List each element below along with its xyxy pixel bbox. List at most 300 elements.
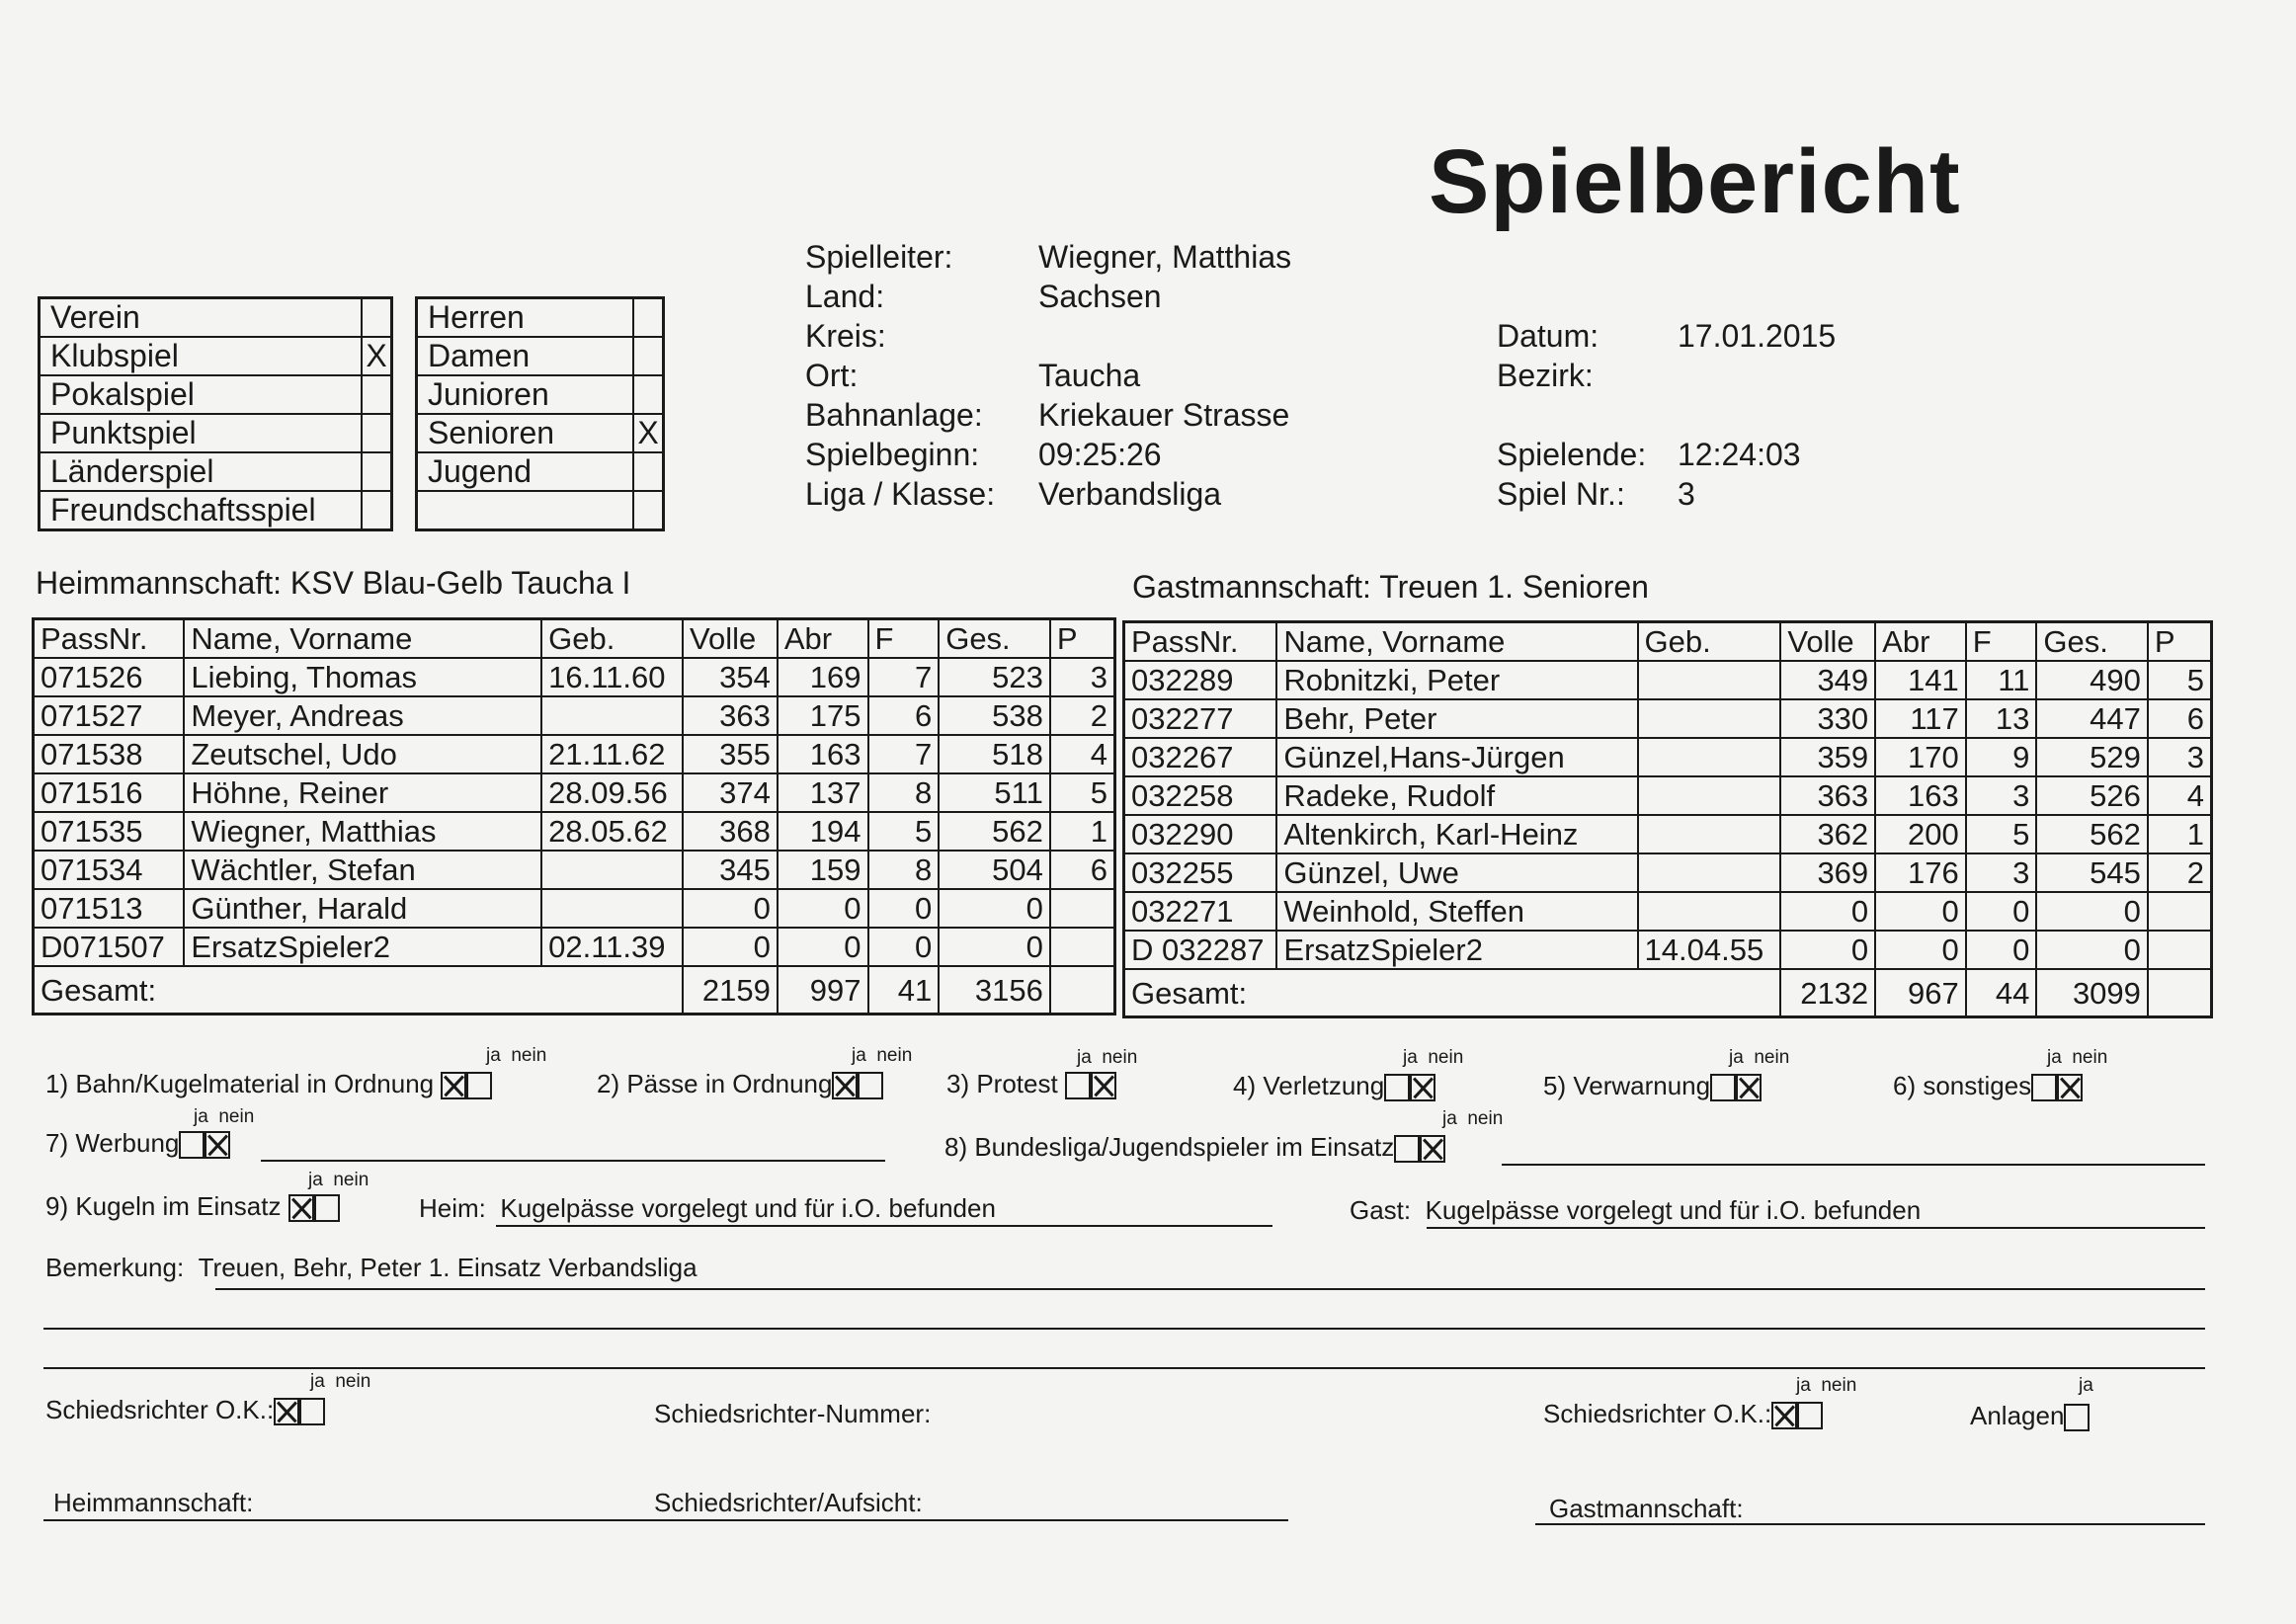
check-ja-box[interactable]: [1771, 1402, 1797, 1429]
ja-label: ja: [1442, 1108, 1457, 1129]
total-cell: [2148, 969, 2212, 1017]
table-cell: 0: [868, 928, 940, 966]
info-row: [1497, 474, 1801, 514]
table-cell: [541, 889, 683, 928]
table-cell: 032271: [1124, 892, 1277, 931]
check-ja-box[interactable]: [288, 1194, 314, 1222]
table-cell: 3: [2148, 738, 2212, 776]
table-cell: 369: [1780, 853, 1875, 892]
table-cell: 0: [1780, 931, 1875, 969]
spielnr-value: 3: [1678, 476, 1695, 512]
column-header: Ges.: [2036, 622, 2148, 662]
table-row: [34, 812, 1115, 851]
heim-kugel-line: [496, 1225, 1272, 1227]
datum-value: 17.01.2015: [1678, 318, 1837, 354]
signature-line: [43, 1519, 1288, 1521]
table-cell: 176: [1875, 853, 1966, 892]
sig-heim-label: Heimmannschaft:: [53, 1488, 254, 1517]
sr-ok-guest: [1543, 1399, 1823, 1429]
home-team-label: Heimmannschaft:: [36, 565, 282, 601]
table-cell: 032267: [1124, 738, 1277, 776]
check-nein-box[interactable]: [1410, 1074, 1435, 1101]
column-header: Volle: [683, 619, 778, 659]
table-cell: 0: [683, 928, 778, 966]
table-cell: [1050, 928, 1115, 966]
ja-label: ja: [1077, 1047, 1092, 1068]
table-cell: 4: [1050, 735, 1115, 773]
spielart-label: Klubspiel: [40, 337, 363, 375]
check-label: 7) Werbung: [45, 1128, 180, 1158]
anlagen: [1970, 1401, 2090, 1431]
table-cell: Robnitzki, Peter: [1276, 661, 1637, 699]
table-cell: 363: [683, 696, 778, 735]
check-nein-box[interactable]: [1797, 1402, 1823, 1429]
table-cell: 447: [2036, 699, 2148, 738]
table-cell: 16.11.60: [541, 658, 683, 696]
klasse-mark: [633, 491, 664, 530]
ja-nein-label: [308, 1170, 369, 1191]
table-cell: 490: [2036, 661, 2148, 699]
check-nein-box[interactable]: [2057, 1074, 2083, 1101]
table-cell: Günther, Harald: [184, 889, 541, 928]
klasse-label: Senioren: [417, 414, 634, 452]
table-header: [1124, 622, 2212, 662]
table-cell: [2148, 892, 2212, 931]
table-cell: 511: [939, 773, 1050, 812]
info-row: [805, 474, 1291, 514]
table-cell: 545: [2036, 853, 2148, 892]
table-cell: Wächtler, Stefan: [184, 851, 541, 889]
info-row: [805, 237, 1291, 277]
table-row: [1124, 776, 2212, 815]
klasse-label: Junioren: [417, 375, 634, 414]
table-cell: Meyer, Andreas: [184, 696, 541, 735]
table-cell: 137: [778, 773, 868, 812]
guest-team-name: Treuen 1. Senioren: [1379, 569, 1649, 605]
table-cell: 28.05.62: [541, 812, 683, 851]
spielart-row: [40, 414, 392, 452]
gast-kugel-value: Kugelpässe vorgelegt und für i.O. befunden: [1425, 1195, 1922, 1225]
table-row: [34, 658, 1115, 696]
check-label: 2) Pässe in Ordnung: [597, 1069, 833, 1098]
gast-kugel-line: [1427, 1227, 2205, 1229]
table-cell: [541, 851, 683, 889]
bemerkung-line: [215, 1288, 2205, 1290]
check-ja-box[interactable]: [274, 1398, 299, 1425]
nein-label: nein: [1428, 1047, 1464, 1068]
table-cell: [541, 696, 683, 735]
table-cell: 5: [1966, 815, 2037, 853]
table-cell: 175: [778, 696, 868, 735]
ja-label: ja: [2079, 1375, 2093, 1396]
table-cell: 5: [868, 812, 940, 851]
info-label: Spielleiter:: [805, 239, 953, 275]
ja-label: ja: [1796, 1375, 1811, 1396]
table-cell: 0: [868, 889, 940, 928]
table-cell: [1638, 815, 1781, 853]
table-cell: [1638, 738, 1781, 776]
table-cell: 5: [1050, 773, 1115, 812]
table-row: [34, 773, 1115, 812]
table-cell: 0: [2036, 931, 2148, 969]
check-item-5: [1543, 1071, 1762, 1101]
table-cell: 117: [1875, 699, 1966, 738]
spielnr-label: Spiel Nr.:: [1497, 476, 1625, 512]
table-cell: Liebing, Thomas: [184, 658, 541, 696]
check-item-2: [597, 1069, 883, 1099]
ja-nein-label: [1796, 1375, 1856, 1397]
table-cell: 0: [1966, 892, 2037, 931]
column-header: P: [2148, 622, 2212, 662]
table-cell: 0: [1966, 931, 2037, 969]
table-cell: [1638, 699, 1781, 738]
table-cell: 7: [868, 658, 940, 696]
check-nein-box[interactable]: [314, 1194, 340, 1222]
table-cell: 374: [683, 773, 778, 812]
ja-nein-label: [1729, 1047, 1789, 1069]
check-nein-box[interactable]: [1091, 1072, 1116, 1099]
column-header: Ges.: [939, 619, 1050, 659]
table-row: [1124, 853, 2212, 892]
total-label: Gesamt:: [1124, 969, 1781, 1017]
table-cell: 071535: [34, 812, 185, 851]
bezirk-label: Bezirk:: [1497, 358, 1594, 393]
spielart-box: [38, 296, 393, 531]
table-cell: Altenkirch, Karl-Heinz: [1276, 815, 1637, 853]
guest-team-label: Gastmannschaft:: [1132, 569, 1371, 605]
info-row: [805, 277, 1291, 316]
table-cell: 02.11.39: [541, 928, 683, 966]
spielart-label: Punktspiel: [40, 414, 363, 452]
table-cell: 032258: [1124, 776, 1277, 815]
info-value: Verbandsliga: [1038, 476, 1222, 512]
klasse-label: [417, 491, 634, 530]
check-ja-box[interactable]: [179, 1131, 205, 1159]
spielart-label: Freundschaftsspiel: [40, 491, 363, 530]
nein-label: nein: [335, 1371, 371, 1392]
table-cell: Radeke, Rudolf: [1276, 776, 1637, 815]
table-cell: 163: [778, 735, 868, 773]
check-nein-box[interactable]: [1420, 1135, 1445, 1163]
end-info: [1497, 435, 1801, 514]
home-players-table: [32, 617, 1116, 1015]
anlagen-label: Anlagen: [1970, 1401, 2065, 1430]
check-nein-box[interactable]: [299, 1398, 325, 1425]
table-cell: 0: [778, 889, 868, 928]
table-cell: Zeutschel, Udo: [184, 735, 541, 773]
table-cell: 562: [939, 812, 1050, 851]
table-cell: 6: [868, 696, 940, 735]
table-row: [34, 696, 1115, 735]
table-cell: [1638, 892, 1781, 931]
nein-label: nein: [1754, 1047, 1790, 1068]
table-cell: 363: [1780, 776, 1875, 815]
column-header: Volle: [1780, 622, 1875, 662]
check-ja-box[interactable]: [1710, 1074, 1736, 1101]
match-info: [805, 237, 1291, 514]
sr-ok-home: [45, 1395, 325, 1425]
table-cell: 2: [1050, 696, 1115, 735]
table-cell: [1050, 889, 1115, 928]
table-cell: 6: [2148, 699, 2212, 738]
home-team-heading: [36, 565, 630, 602]
klasse-mark: [633, 375, 664, 414]
table-cell: 141: [1875, 661, 1966, 699]
spielart-mark: [362, 298, 392, 338]
table-cell: 14.04.55: [1638, 931, 1781, 969]
table-row: [34, 735, 1115, 773]
info-value: Wiegner, Matthias: [1038, 239, 1292, 275]
table-cell: 071513: [34, 889, 185, 928]
table-cell: 163: [1875, 776, 1966, 815]
gast-kugel-label: Gast:: [1350, 1195, 1412, 1225]
total-cell: 3156: [939, 966, 1050, 1015]
info-label: Kreis:: [805, 318, 886, 354]
table-row: [34, 851, 1115, 889]
signature-line: [1535, 1523, 2205, 1525]
guest-players-table: [1122, 620, 2213, 1018]
ja-nein-label: [1077, 1047, 1137, 1069]
table-cell: 4: [2148, 776, 2212, 815]
spielende-label: Spielende:: [1497, 437, 1647, 472]
table-cell: 0: [778, 928, 868, 966]
ja-label: ja: [2047, 1047, 2062, 1068]
table-row: [1124, 892, 2212, 931]
klasse-label: Jugend: [417, 452, 634, 491]
table-row: [34, 928, 1115, 966]
table-cell: 13: [1966, 699, 2037, 738]
check-ja-box[interactable]: [1065, 1072, 1091, 1099]
column-header: Name, Vorname: [184, 619, 541, 659]
check-nein-box[interactable]: [205, 1131, 230, 1159]
column-header: Name, Vorname: [1276, 622, 1637, 662]
table-cell: ErsatzSpieler2: [1276, 931, 1637, 969]
table-cell: Günzel,Hans-Jürgen: [1276, 738, 1637, 776]
table-cell: 330: [1780, 699, 1875, 738]
check-nein-box[interactable]: [1736, 1074, 1762, 1101]
klasse-row: [417, 491, 664, 530]
table-cell: 504: [939, 851, 1050, 889]
klasse-label: Damen: [417, 337, 634, 375]
sr-ok-label: Schiedsrichter O.K.:: [1543, 1399, 1772, 1428]
table-cell: 032290: [1124, 815, 1277, 853]
table-cell: 21.11.62: [541, 735, 683, 773]
table-cell: 8: [868, 773, 940, 812]
table-cell: 6: [1050, 851, 1115, 889]
table-header: [34, 619, 1115, 659]
table-cell: 5: [2148, 661, 2212, 699]
column-header: Geb.: [1638, 622, 1781, 662]
table-cell: 362: [1780, 815, 1875, 853]
table-cell: 538: [939, 696, 1050, 735]
check-label: 4) Verletzung: [1233, 1071, 1385, 1100]
bemerkung-line: [43, 1328, 2205, 1330]
column-header: Geb.: [541, 619, 683, 659]
table-cell: 0: [1780, 892, 1875, 931]
table-cell: 0: [939, 928, 1050, 966]
check-ja-box[interactable]: [441, 1072, 466, 1099]
table-cell: 11: [1966, 661, 2037, 699]
table-cell: 1: [1050, 812, 1115, 851]
table-cell: [1638, 776, 1781, 815]
table-cell: 355: [683, 735, 778, 773]
nein-label: nein: [333, 1170, 369, 1190]
table-cell: 071538: [34, 735, 185, 773]
table-cell: 071526: [34, 658, 185, 696]
check-item-6: [1893, 1071, 2083, 1101]
info-row: [805, 356, 1291, 395]
nein-label: nein: [1467, 1108, 1504, 1129]
table-cell: 359: [1780, 738, 1875, 776]
table-cell: Wiegner, Matthias: [184, 812, 541, 851]
table-cell: Behr, Peter: [1276, 699, 1637, 738]
total-cell: 2132: [1780, 969, 1875, 1017]
table-cell: [1638, 661, 1781, 699]
page-title: Spielbericht: [1429, 131, 1961, 232]
check-ja-box[interactable]: [2031, 1074, 2057, 1101]
ja-label: ja: [486, 1045, 501, 1066]
spielart-row: [40, 491, 392, 530]
spielart-mark: X: [362, 337, 392, 375]
table-cell: [2148, 931, 2212, 969]
spielart-label: Pokalspiel: [40, 375, 363, 414]
check-nein-box[interactable]: [466, 1072, 492, 1099]
column-header: PassNr.: [1124, 622, 1277, 662]
table-cell: 345: [683, 851, 778, 889]
table-cell: [1638, 853, 1781, 892]
ja-label: ja: [1729, 1047, 1744, 1068]
sig-sr-label: Schiedsrichter/Aufsicht:: [654, 1488, 923, 1517]
check-label: 9) Kugeln im Einsatz: [45, 1191, 282, 1221]
check-item-9: [45, 1191, 340, 1222]
total-row: [1124, 969, 2212, 1017]
nein-label: nein: [218, 1106, 255, 1127]
check-nein-box[interactable]: [858, 1072, 883, 1099]
table-cell: ErsatzSpieler2: [184, 928, 541, 966]
spielart-mark: [362, 375, 392, 414]
info-row: [805, 435, 1291, 474]
ja-label: ja: [852, 1045, 866, 1066]
column-header: P: [1050, 619, 1115, 659]
table-cell: 8: [868, 851, 940, 889]
spielart-row: [40, 375, 392, 414]
table-cell: 562: [2036, 815, 2148, 853]
info-label: Spielbeginn:: [805, 437, 980, 472]
table-cell: 529: [2036, 738, 2148, 776]
info-row: [805, 316, 1291, 356]
info-value: Kriekauer Strasse: [1038, 397, 1290, 433]
table-row: [1124, 931, 2212, 969]
check-ja-box[interactable]: [1394, 1135, 1420, 1163]
table-cell: Höhne, Reiner: [184, 773, 541, 812]
total-cell: 997: [778, 966, 868, 1015]
total-cell: 967: [1875, 969, 1966, 1017]
table-cell: 1: [2148, 815, 2212, 853]
spielart-mark: [362, 414, 392, 452]
table-cell: 071527: [34, 696, 185, 735]
info-label: Ort:: [805, 358, 859, 393]
column-header: F: [868, 619, 940, 659]
info-value: Taucha: [1038, 358, 1141, 393]
table-cell: 170: [1875, 738, 1966, 776]
table-cell: 354: [683, 658, 778, 696]
sr-nummer-label: Schiedsrichter-Nummer:: [654, 1399, 932, 1428]
ja-nein-label: [1442, 1108, 1503, 1130]
total-cell: 3099: [2036, 969, 2148, 1017]
table-cell: 071534: [34, 851, 185, 889]
total-label: Gesamt:: [34, 966, 684, 1015]
home-team-name: KSV Blau-Gelb Taucha I: [289, 565, 631, 601]
klasse-mark: [633, 452, 664, 491]
spielart-mark: [362, 452, 392, 491]
ja-nein-label: [852, 1045, 912, 1067]
info-row: [1497, 435, 1801, 474]
table-cell: 071516: [34, 773, 185, 812]
table-cell: 159: [778, 851, 868, 889]
bemerkung-value: Treuen, Behr, Peter 1. Einsatz Verbandsliga: [198, 1253, 697, 1282]
column-header: Abr: [778, 619, 868, 659]
table-row: [1124, 699, 2212, 738]
ja-label: ja: [310, 1371, 325, 1392]
ja-nein-label: [1403, 1047, 1463, 1069]
table-row: [1124, 815, 2212, 853]
info-row: [1497, 316, 1836, 356]
info-label: Bahnanlage:: [805, 397, 983, 433]
table-cell: 2: [2148, 853, 2212, 892]
ja-label: ja: [308, 1170, 323, 1190]
table-cell: 200: [1875, 815, 1966, 853]
table-cell: 3: [1966, 776, 2037, 815]
table-cell: 194: [778, 812, 868, 851]
table-cell: 032255: [1124, 853, 1277, 892]
spielart-mark: [362, 491, 392, 530]
check-ja-box[interactable]: [1384, 1074, 1410, 1101]
table-cell: 526: [2036, 776, 2148, 815]
spielart-row: [40, 298, 392, 338]
datum-label: Datum:: [1497, 318, 1599, 354]
ja-nein-label: [2047, 1047, 2107, 1069]
table-cell: 518: [939, 735, 1050, 773]
table-cell: 349: [1780, 661, 1875, 699]
bemerkung-line: [43, 1367, 2205, 1369]
table-cell: 0: [683, 889, 778, 928]
table-cell: 368: [683, 812, 778, 851]
klasse-row: [417, 337, 664, 375]
info-value: Sachsen: [1038, 279, 1162, 314]
table-cell: 3: [1966, 853, 2037, 892]
ja-label: ja: [1403, 1047, 1418, 1068]
check-label: 1) Bahn/Kugelmaterial in Ordnung: [45, 1069, 435, 1098]
klasse-label: Herren: [417, 298, 634, 338]
ja-nein-label: [310, 1371, 370, 1393]
table-cell: 9: [1966, 738, 2037, 776]
total-cell: [1050, 966, 1115, 1015]
table-row: [1124, 661, 2212, 699]
werbung-line: [261, 1160, 885, 1162]
check-label: 6) sonstiges: [1893, 1071, 2032, 1100]
info-value: 09:25:26: [1038, 437, 1162, 472]
ja-nein-label: [486, 1045, 546, 1067]
check-ja-box[interactable]: [832, 1072, 858, 1099]
anlagen-box[interactable]: [2064, 1404, 2090, 1431]
column-header: Abr: [1875, 622, 1966, 662]
column-header: F: [1966, 622, 2037, 662]
total-row: [34, 966, 1115, 1015]
table-cell: 032289: [1124, 661, 1277, 699]
sig-gast-label: Gastmannschaft:: [1549, 1494, 1744, 1523]
klasse-row: [417, 298, 664, 338]
klasse-mark: [633, 337, 664, 375]
